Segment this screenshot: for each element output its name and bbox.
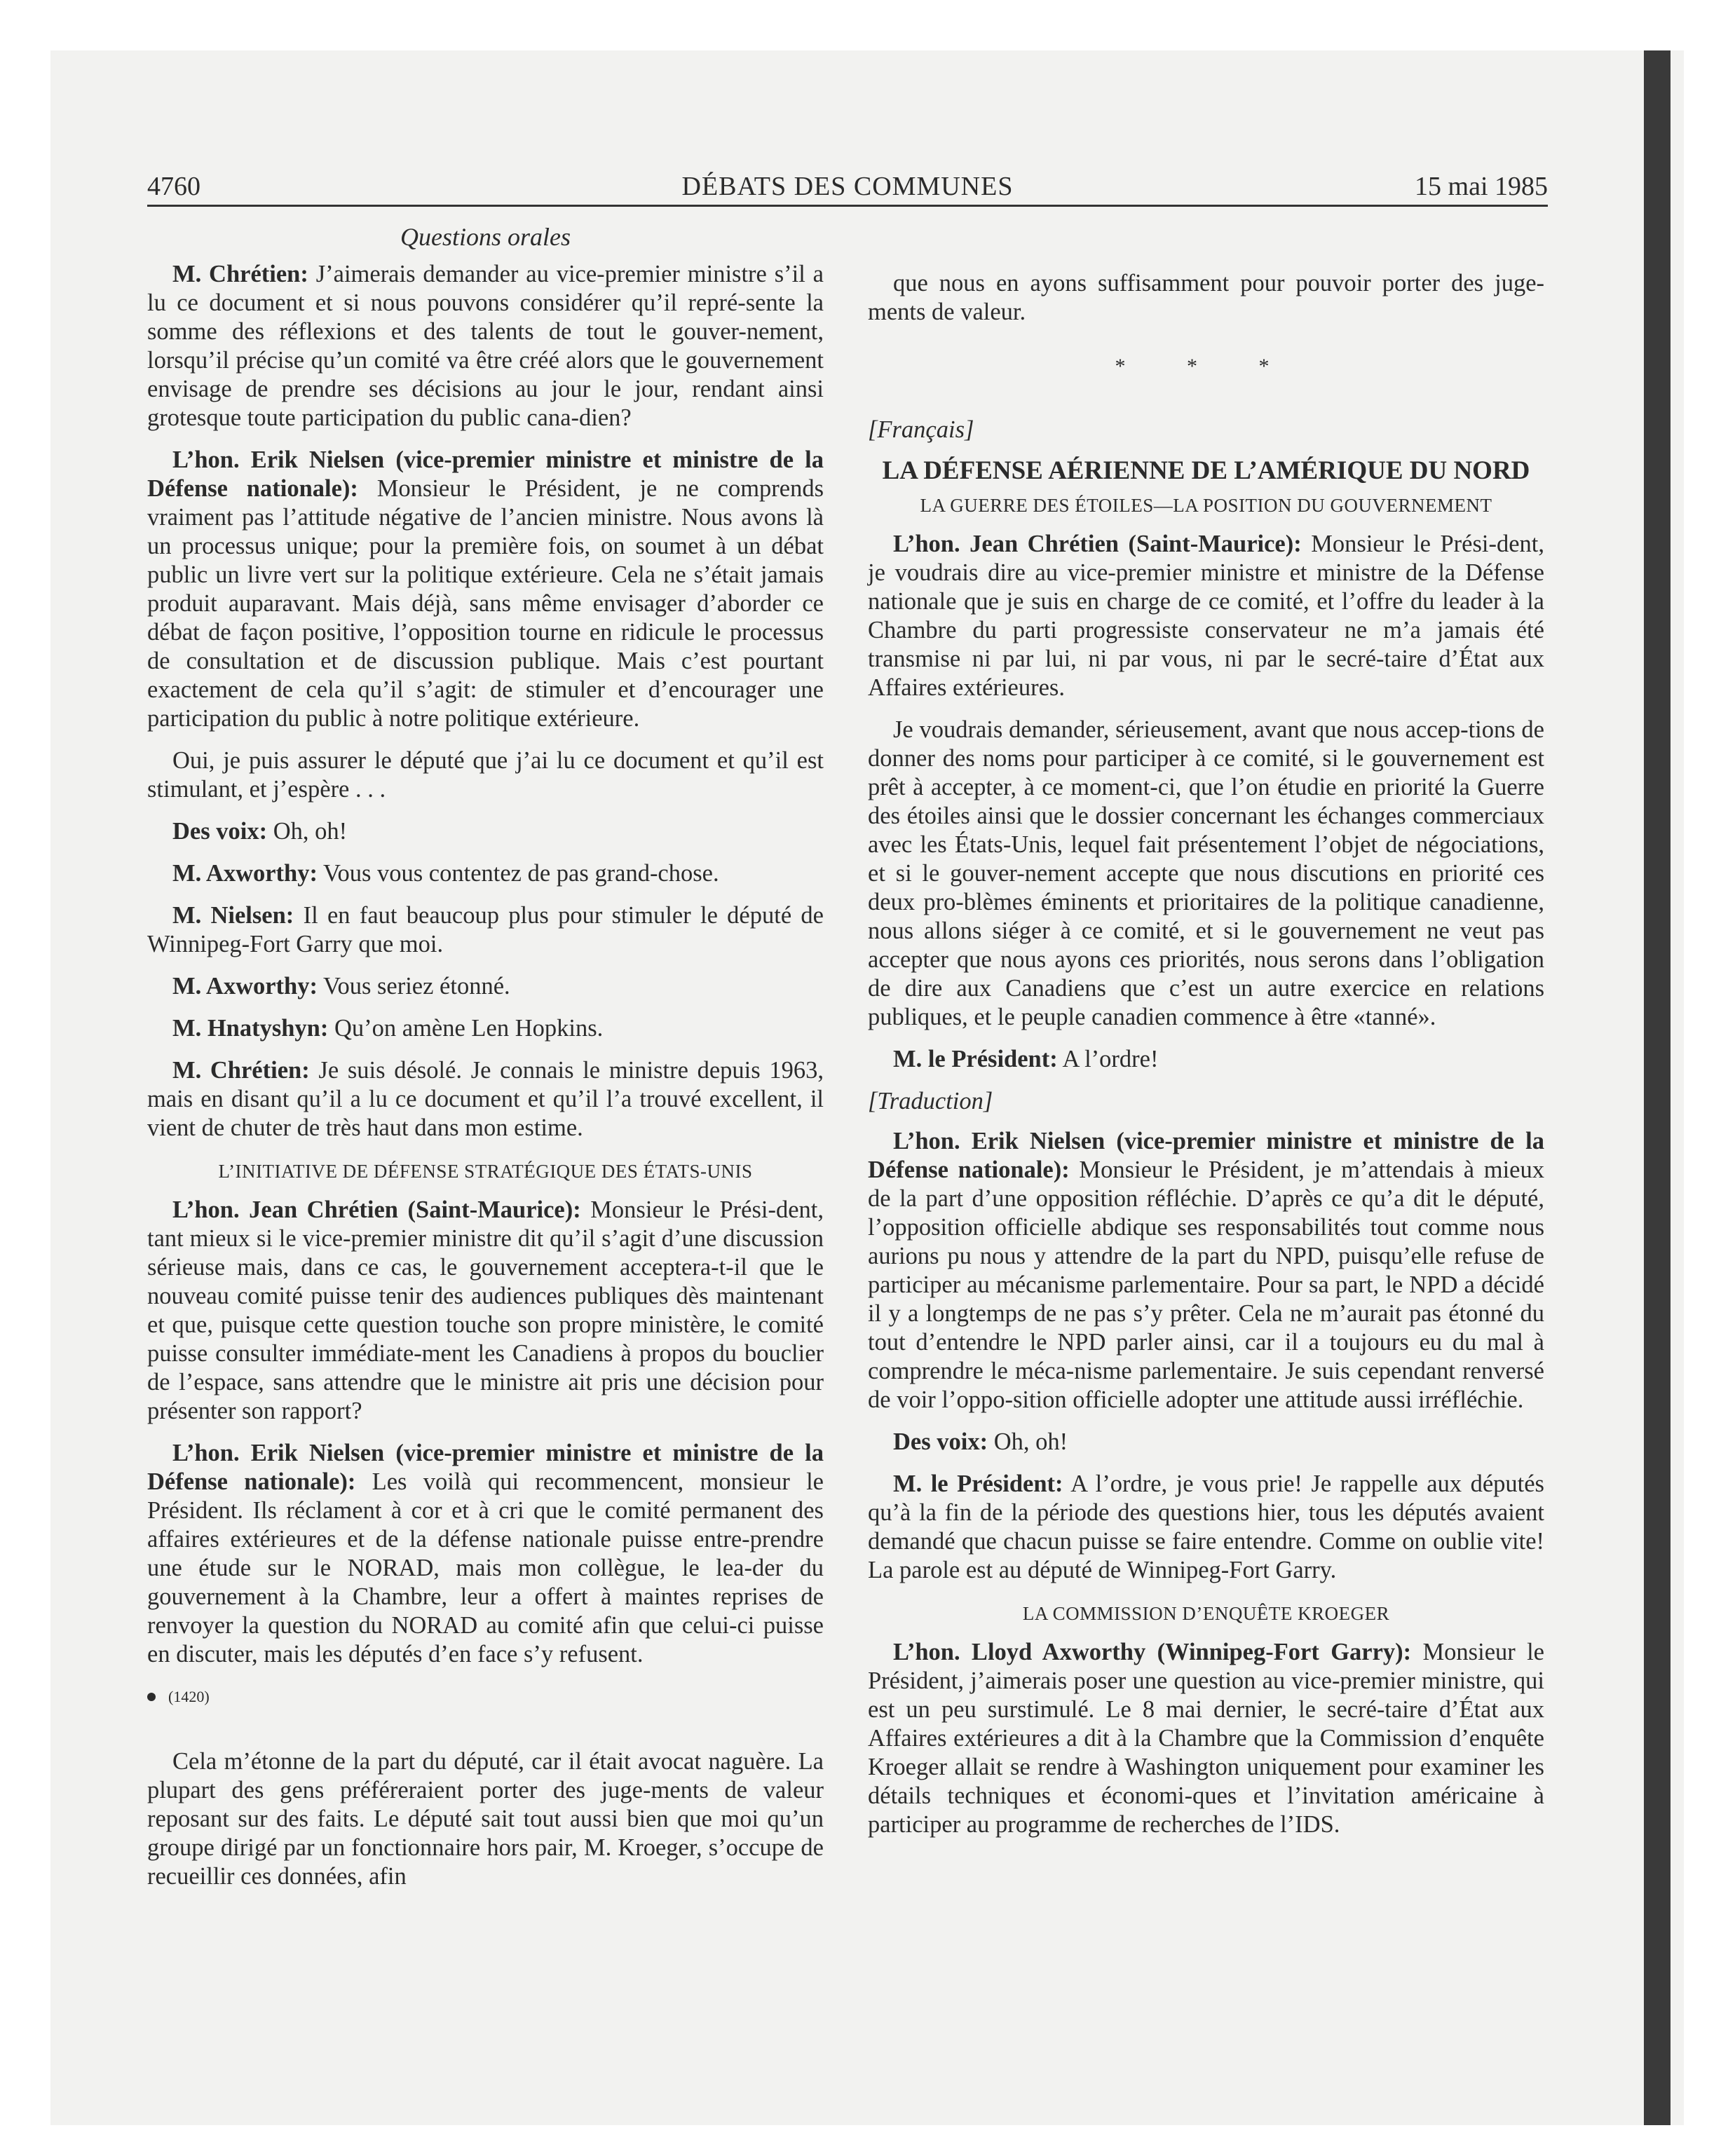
speaker: Des voix:: [893, 1428, 988, 1455]
speech: Monsieur le Prési-dent, tant mieux si le vice-premier ministre dit qu’il s’agit d’une discussion sérieuse mais, dans ce cas, le gouvernement acceptera-t-il que le nouveau comité puisse tenir des audiences publiques dès maintenant et que, puisque cette question touche son propre ministère, le comité puisse consulter immédiate-ment les Canadiens à propos du bouclier de l’espace, sans attendre que le ministre ait pris une décision pour présenter son rapport?: [147, 1196, 824, 1424]
bullet-dot-icon: [147, 1693, 156, 1701]
speech: Il en faut beaucoup plus pour stimuler le député de Winnipeg-Fort Garry que moi.: [147, 902, 824, 957]
speech: Monsieur le Président, je ne comprends vraiment pas l’attitude négative de l’ancien ministre. Nous avons là un processus unique; pour la première fois, on soumet à un débat public un livre vert sur la politique extérieure. Cela ne s’était jamais produit auparavant. Mais déjà, sans même envisager d’aborder ce débat de façon positive, l’opposition tourne en ridicule le processus de consultation et de discussion publique. Mais c’est pourtant exactement de cela qu’il s’agit: de stimuler et d’encourager une participation du public à notre politique extérieure.: [147, 475, 824, 732]
speaker: L’hon. Erik Nielsen (vice-premier ministre et ministre de la Défense nationale):: [147, 1440, 824, 1495]
subheading: L’INITIATIVE DE DÉFENSE STRATÉGIQUE DES ÉTATS-UNIS: [218, 1161, 753, 1182]
paragraph: [147, 1196, 824, 1426]
speech: Les voilà qui recommencent, monsieur le Président. Ils réclament à cor et à cri que le comité permanent des affaires extérieures et de la défense nationale puisse entre-prendre une étude sur le NORAD, mais mon collègue, le lea-der du gouvernement à la Chambre, leur a offert à maintes reprises de renvoyer la question du NORAD au comité afin que celui-ci puisse en discuter, mais les députés d’en face s’y refusent.: [147, 1468, 824, 1667]
speaker: M. Chrétien:: [172, 1057, 310, 1084]
speech: Qu’on amène Len Hopkins.: [328, 1015, 604, 1042]
publication-title: DÉBATS DES COMMUNES: [681, 172, 1014, 201]
paragraph: [147, 972, 824, 1001]
time-marker: [147, 1682, 824, 1711]
paragraph: [868, 530, 1544, 702]
speech: Oh, oh!: [988, 1428, 1068, 1455]
speech: Je suis désolé. Je connais le ministre depuis 1963, mais en disant qu’il a lu ce document et qu’il l’a trouvé excellent, il vient de chuter de très haut dans mon estime.: [147, 1057, 824, 1141]
paragraph: [147, 1439, 824, 1669]
left-column: [147, 223, 824, 1904]
subheading: LA COMMISSION D’ENQUÊTE KROEGER: [1022, 1603, 1390, 1624]
speaker: L’hon. Erik Nielsen (vice-premier ministre et ministre de la Défense nationale):: [147, 446, 824, 502]
speaker: M. Chrétien:: [172, 261, 308, 287]
page-header: [147, 168, 1548, 207]
paragraph: [147, 1014, 824, 1043]
speaker: M. Nielsen:: [172, 902, 294, 929]
paragraph: [868, 1045, 1544, 1074]
speech: A l’ordre, je vous prie! Je rappelle aux députés qu’à la fin de la période des questions hier, tous les députés avaient demandé que chacun puisse se faire entendre. Comme on oublie vite! La parole est au député de Winnipeg-Fort Garry.: [868, 1471, 1544, 1583]
language-marker: [Français]: [868, 416, 974, 443]
paragraph: Oui, je puis assurer le député que j’ai lu ce document et qu’il est stimulant, et j’espère . . .: [147, 747, 824, 803]
speaker: L’hon. Jean Chrétien (Saint-Maurice):: [893, 531, 1302, 557]
speech: A l’ordre!: [1057, 1046, 1159, 1072]
section-separator: * * *: [1115, 355, 1298, 378]
paragraph: [147, 817, 824, 846]
paragraph: [147, 1056, 824, 1142]
paragraph: que nous en ayons suffisamment pour pouvoir porter des juge-ments de valeur.: [868, 270, 1544, 325]
section-label: Questions orales: [400, 223, 571, 251]
speaker: M. Axworthy:: [172, 973, 318, 999]
speech: Monsieur le Président, j’aimerais poser une question au vice-premier ministre, qui est un peu surstimulé. Le 8 mai dernier, le secré-taire d’État aux Affaires extérieures a dit à la Chambre que la Commission d’enquête Kroeger allait se rendre à Washington uniquement pour examiner les détails techniques et économi-ques et l’invitation américaine à participer au programme de recherches de l’IDS.: [868, 1639, 1544, 1838]
speaker: L’hon. Erik Nielsen (vice-premier ministre et ministre de la Défense nationale):: [868, 1128, 1544, 1183]
scan-edge-bar: [1644, 50, 1671, 2125]
paragraph: [147, 446, 824, 733]
paragraph: [147, 260, 824, 432]
speech: Monsieur le Président, je m’attendais à mieux de la part d’une opposition réfléchie. D’après ce qu’a dit le député, l’opposition officielle abdique ses responsabilités tout comme nous aurions pu nous y attendre de la part du NPD, puisqu’elle refuse de participer au mécanisme parlementaire. Pour sa part, le NPD a décidé il y a longtemps de ne pas s’y prêter. Cela ne m’aurait pas étonné du tout d’entendre le NPD parler ainsi, car il a toujours eu du mal à comprendre le méca-nisme parlementaire. Je suis cependant renversé de voir l’oppo-sition officielle adopter une attitude aussi irréfléchie.: [868, 1157, 1544, 1413]
speaker: L’hon. Jean Chrétien (Saint-Maurice):: [172, 1196, 581, 1223]
paragraph: [868, 1638, 1544, 1839]
speech: Oh, oh!: [267, 818, 348, 845]
paragraph: [147, 901, 824, 959]
speech: J’aimerais demander au vice-premier ministre s’il a lu ce document et si nous pouvons considérer qu’il repré-sente la somme des réflexions et des talents de tout le gouver-nement, lorsqu’il précise qu’un comité va être créé alors que le gouvernement envisage de prendre ses décisions au jour le jour, rendant ainsi grotesque toute participation du public cana-dien?: [147, 261, 824, 431]
speaker: L’hon. Lloyd Axworthy (Winnipeg-Fort Garry):: [893, 1639, 1412, 1665]
subheading: LA GUERRE DES ÉTOILES—LA POSITION DU GOUVERNEMENT: [920, 495, 1492, 516]
speaker: Des voix:: [172, 818, 268, 845]
page-number: 4760: [147, 172, 200, 201]
speaker: M. le Président:: [893, 1471, 1063, 1497]
speaker: M. le Président:: [893, 1046, 1058, 1072]
paragraph: [868, 1428, 1544, 1456]
speech: Vous seriez étonné.: [317, 973, 510, 999]
paragraph: [868, 1470, 1544, 1585]
paragraph: Je voudrais demander, sérieusement, avant que nous accep-tions de donner des noms pour participer à ce comité, si le gouvernement est prêt à accepter, à ce moment-ci, que l’on étudie en priorité la Guerre des étoiles ainsi que le dossier concernant les échanges commerciaux avec les États-Unis, lequel fait présentement l’objet de négociations, et si le gouver-nement accepte que nous discutions en priorité ces deux pro-blèmes éminents et prioritaires de la politique canadienne, nous allons siéger à ce comité, et si le gouvernement ne veut pas accepter que nous ayons ces priorités, nous serons dans l’obligation de dire aux Canadiens que c’est un autre exercice en relations publiques, et le peuple canadien commence à être «tanné».: [868, 716, 1544, 1030]
language-marker: [Traduction]: [868, 1088, 993, 1114]
paragraph: Cela m’étonne de la part du député, car il était avocat naguère. La plupart des gens préféreraient porter des juge-ments de valeur reposant sur des faits. Le député sait tout aussi bien que moi qu’un groupe dirigé par un fonctionnaire hors pair, M. Kroeger, s’occupe de recueillir ces données, afin: [147, 1748, 824, 1890]
right-column: [868, 269, 1544, 1853]
paragraph: [147, 859, 824, 888]
speech: Vous vous contentez de pas grand-chose.: [317, 860, 719, 887]
publication-date: 15 mai 1985: [1415, 172, 1548, 201]
time-label: (1420): [168, 1688, 210, 1705]
speaker: M. Hnatyshyn:: [172, 1015, 329, 1042]
speaker: M. Axworthy:: [172, 860, 318, 887]
speech: Monsieur le Prési-dent, je voudrais dire au vice-premier ministre et ministre de la Défense nationale que je suis en charge de ce comité, et l’offre du leader à la Chambre du parti progressiste conservateur ne m’a jamais été transmise ni par lui, ni par vous, ni par le secré-taire d’État aux Affaires extérieures.: [868, 531, 1544, 701]
main-heading: LA DÉFENSE AÉRIENNE DE L’AMÉRIQUE DU NORD: [882, 456, 1530, 485]
paragraph: [868, 1127, 1544, 1414]
